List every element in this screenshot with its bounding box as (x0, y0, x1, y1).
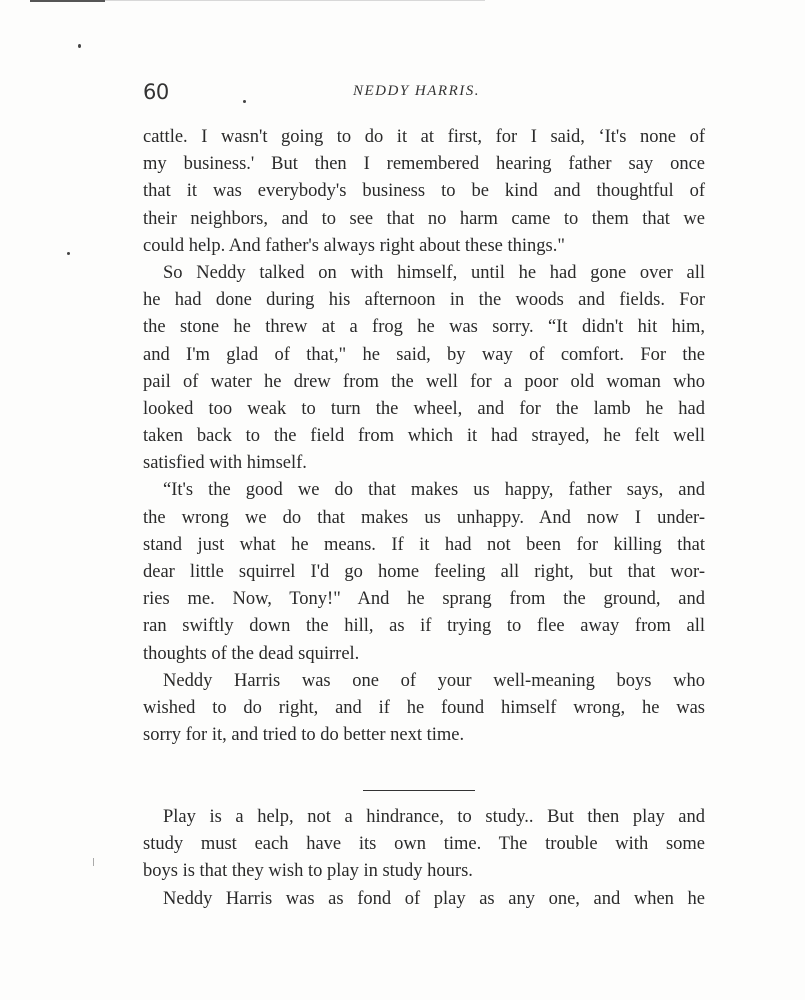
text-line: stand just what he means. If it had not been for killing that (143, 534, 705, 555)
body-text-section-2 (143, 804, 705, 913)
text-line: he had done during his afternoon in the woods and fields. For (143, 290, 705, 311)
scan-speck (93, 858, 94, 866)
text-line: “It's the good we do that makes us happy, father says, and (163, 480, 705, 501)
scan-speck (78, 44, 81, 48)
running-head (143, 80, 713, 110)
text-line: thoughts of the dead squirrel. (143, 643, 360, 664)
scan-speck (67, 252, 70, 255)
text-line: wished to do right, and if he found himself wrong, he was (143, 697, 705, 718)
text-line: could help. And father's always right about these things." (143, 235, 565, 256)
top-edge-faint-rule (105, 0, 485, 1)
text-line: their neighbors, and to see that no harm came to them that we (143, 208, 705, 229)
text-line: sorry for it, and tried to do better next time. (143, 725, 465, 746)
text-line: that it was everybody's business to be kind and thoughtful of (143, 181, 705, 202)
text-line: So Neddy talked on with himself, until he had gone over all (163, 262, 705, 283)
text-line: looked too weak to turn the wheel, and for the lamb he had (143, 398, 705, 419)
text-line: study must each have its own time. The trouble with some (143, 834, 705, 855)
body-text-section-1 (143, 124, 705, 749)
text-line: boys is that they wish to play in study hours. (143, 861, 473, 882)
text-line: pail of water he drew from the well for a poor old woman who (143, 371, 705, 392)
running-title: NEDDY HARRIS. (353, 83, 480, 99)
section-divider (363, 790, 475, 791)
text-line: Neddy Harris was as fond of play as any one, and when he (163, 888, 705, 909)
text-line: the stone he threw at a frog he was sorry. “It didn't hit him, (143, 317, 705, 338)
text-line: Neddy Harris was one of your well-meaning boys who (163, 670, 705, 691)
text-line: ries me. Now, Tony!" And he sprang from the ground, and (143, 589, 705, 610)
text-line: my business.' But then I remembered hearing father say once (143, 154, 705, 175)
text-line: and I'm glad of that," he said, by way of comfort. For the (143, 344, 705, 365)
text-line: the wrong we do that makes us unhappy. And now I under- (143, 507, 705, 528)
top-edge-rule (30, 0, 105, 2)
text-line: taken back to the field from which it had strayed, he felt well (143, 426, 705, 447)
text-line: cattle. I wasn't going to do it at first, for I said, ‘It's none of (143, 127, 705, 147)
text-line: dear little squirrel I'd go home feeling all right, but that wor- (143, 562, 705, 582)
text-line: Play is a help, not a hindrance, to study.. But then play and (163, 807, 705, 827)
page-number: 60 (143, 80, 169, 104)
text-line: satisfied with himself. (143, 453, 307, 474)
text-line: ran swiftly down the hill, as if trying to flee away from all (143, 616, 705, 637)
